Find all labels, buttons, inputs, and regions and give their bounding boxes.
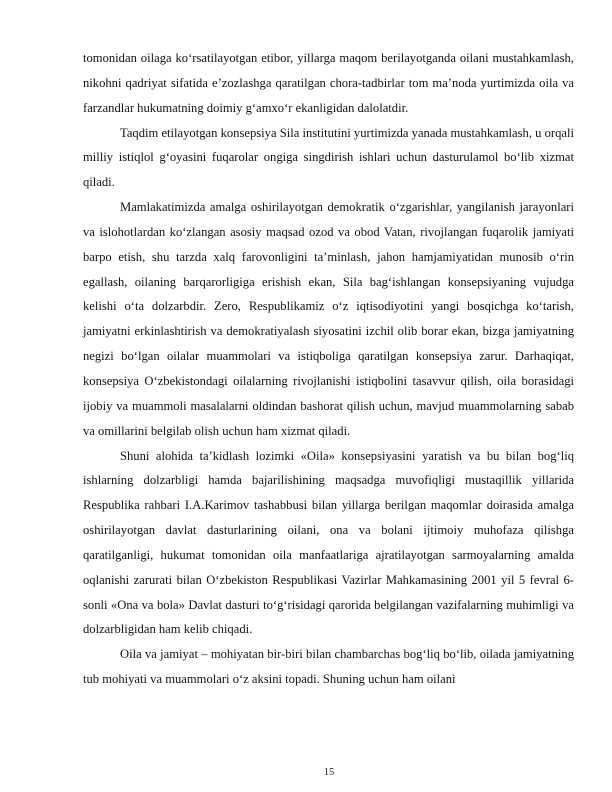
paragraph-democratic-reforms: Mamlakatimizda amalga oshirilayotgan demokratik o‘zgarishlar, yangilanish jarayonlari va islohotlardan ko‘zlangan asosiy maqsad ozod va obod Vatan, rivojlangan fuqarolik jamiyati barpo etish, shu tarzda xalq farovonligini ta’minlash, jahon hamjamiyatidan munosib o‘rin egallash, oilaning barqarorligiga erishish ekan, Sila bag‘ishlangan konsepsiyaning vujudga kelishi o‘ta dolzarbdir. Zero, Respublikamiz o‘z iqtisodiyotini yangi bosqichga ko‘tarish, jamiyatni erkinlashtirish va demokratiyalash siyosatini izchil olib borar ekan, bizga jamiyatning negizi bo‘lgan oilalar muammolari va istiqboliga qaratilgan konsepsiya zarur. Darhaqiqat, konsepsiya O‘zbekistondagi oilalarning rivojlanishi istiqbolini tasavvur qilish, oila borasidagi ijobiy va muammoli masalalarni oldindan bashorat qilish uchun, mavjud muammolarning sabab va omillarini belgilab olish uchun ham xizmat qiladi. bbox=[83, 200, 574, 438]
paragraph-continuation: tomonidan oilaga ko‘rsatilayotgan etibor, yillarga maqom berilayotganda oilani mustahkamlash, nikohni qadriyat sifatida e’zozlashga qaratilgan chora-tadbirlar tom ma’noda yurtimizda oila va farzandlar hukumatning doimiy g‘amxo‘r ekanligidan dalolatdir. bbox=[83, 51, 574, 115]
paragraph-concept-relevance: Shuni alohida ta’kidlash lozimki «Oila» konsepsiyasini yaratish va bu bilan bog‘liq ishlarning dolzarbligi hamda bajarilishining maqsadga muvofiqligi mustaqillik yillarida Respublika rahbari I.A.Karimov tashabbusi bilan yillarga berilgan maqomlar doirasida amalga oshirilayotgan davlat dasturlarining oilani, ona va bolani ijtimoiy muhofaza qilishga qaratilganligi, hukumat tomonidan oila manfaatlariga ajratilayotgan sarmoyalarning amalda oqlanishi zarurati bilan O‘zbekiston Respublikasi Vazirlar Mahkamasining 2001 yil 5 fevral 6-sonli «Ona va bola» Davlat dasturi to‘g‘risidagi qarorida belgilangan vazifalarning muhimligi va dolzarbligidan ham kelib chiqadi. bbox=[83, 448, 574, 637]
document-body bbox=[83, 46, 574, 692]
paragraph-family-society: Oila va jamiyat – mohiyatan bir-biri bilan chambarchas bog‘liq bo‘lib, oilada jamiyatning tub mohiyati va muammolari o‘z aksini topadi. Shuning uchun ham oilani bbox=[83, 647, 574, 687]
paragraph-concept-purpose: Taqdim etilayotgan konsepsiya Sila institutini yurtimizda yanada mustahkamlash, u orqali milliy istiqlol g‘oyasini fuqarolar ongiga singdirish ishlari uchun dasturulamol bo‘lib xizmat qiladi. bbox=[83, 125, 574, 190]
page-number: 15 bbox=[323, 767, 335, 778]
